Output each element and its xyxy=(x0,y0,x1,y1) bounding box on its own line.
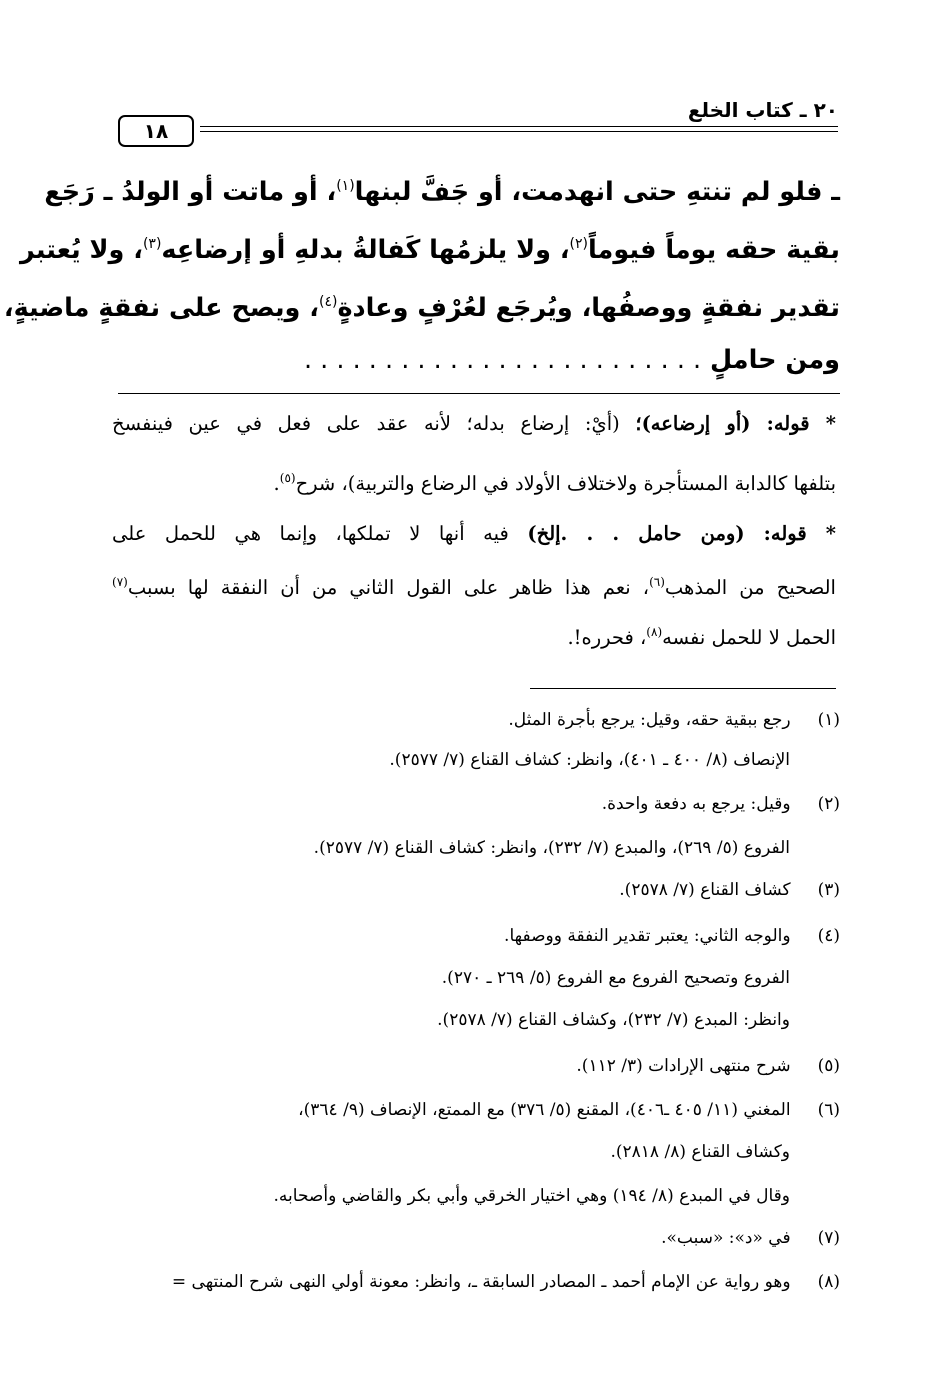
footnote-2: (٢) وقيل: يرجع به دفعة واحدة. xyxy=(100,790,840,818)
footnote-6-line-3: وقال في المبدع (٨/ ١٩٤) وهي اختيار الخرقي وأبي بكر والقاضي وأصحابه. xyxy=(273,1186,790,1206)
commentary-p2-line-2: الصحيح من المذهب$^{(٦)}$، نعم هذا ظاهر على القول الثاني من أن النفقة لها بسبب$^{(٧)}$ xyxy=(112,575,836,599)
footnote-number: (٧) xyxy=(817,1228,840,1248)
footnote-number: (٣) xyxy=(817,880,840,900)
footnote-ref: (٦) xyxy=(649,575,665,589)
footnote-8: (٨) وهو رواية عن الإمام أحمد ـ المصادر السابقة ـ، وانظر: معونة أولي النهى شرح المنتهى = xyxy=(100,1268,840,1296)
footnote-2-line-2: الفروع (٥/ ٢٦٩)، والمبدع (٧/ ٢٣٢)، وانظر: كشاف القناع (٧/ ٢٥٧٧). xyxy=(313,838,790,858)
main-text-line-3: تقدير نفقةٍ ووصفُها، ويُرجَع لعُرْفٍ وعادةٍ$^{(٤)}$، ويصح على نفقةٍ ماضيةٍ، xyxy=(3,293,840,323)
footnote-number: (٦) xyxy=(817,1100,840,1120)
footnote-3: (٣) كشاف القناع (٧/ ٢٥٧٨). xyxy=(100,876,840,904)
footnote-5: (٥) شرح منتهى الإرادات (٣/ ١١٢). xyxy=(100,1052,840,1080)
footnote-number: (٢) xyxy=(817,794,840,814)
footnote-separator-rule xyxy=(530,688,836,689)
footnote-4-line-3: وانظر: المبدع (٧/ ٢٣٢)، وكشاف القناع (٧/ ٢٥٧٨). xyxy=(437,1010,790,1030)
footnote-number: (٥) xyxy=(817,1056,840,1076)
footnote-1: (١) رجع ببقية حقه، وقيل: يرجع بأجرة المثل. xyxy=(100,706,840,734)
footnote-ref: (٨) xyxy=(646,625,663,639)
footnote-number: (٨) xyxy=(817,1272,840,1292)
footnote-ref: (٤) xyxy=(318,294,338,310)
footnote-6: (٦) المغني (١١/ ٤٠٥ ـ٤٠٦)، المقنع (٥/ ٣٧٦) مع الممتع، الإنصاف (٩/ ٣٦٤)، xyxy=(100,1096,840,1124)
footnote-ref: (١) xyxy=(336,178,355,194)
main-text-line-2: بقية حقه يوماً فيوماً$^{(٢)}$، ولا يلزمُها كَفالةُ بدلهِ أو إرضاعِه$^{(٣)}$، ولا يُعتبر xyxy=(20,235,840,265)
footnote-1-line-2: الإنصاف (٨/ ٤٠٠ ـ ٤٠١)، وانظر: كشاف القناع (٧/ ٢٥٧٧). xyxy=(389,750,790,770)
footnote-number: (١) xyxy=(817,710,840,730)
header-rule-bottom xyxy=(200,131,838,132)
page-number-box xyxy=(118,115,194,147)
main-text-line-1: ـ فلو لم تنتهِ حتى انهدمت، أو جَفَّ لبنها$^{(١)}$، أو ماتت أو الولدُ ـ رَجَع xyxy=(44,177,840,207)
footnote-number: (٤) xyxy=(817,926,840,946)
running-header-title: ٢٠ ـ كتاب الخلع xyxy=(687,98,838,122)
commentary-p2-line-3: الحمل لا للحمل نفسه$^{(٨)}$، فحرره!. xyxy=(567,625,836,649)
footnote-ref: (٢) xyxy=(569,236,588,252)
footnote-4: (٤) والوجه الثاني: يعتبر تقدير النفقة ووصفها. xyxy=(100,922,840,950)
footnote-7: (٧) في «د»: «سبب». xyxy=(100,1224,840,1252)
commentary-p1-line-1: * قوله: (أو إرضاعه)؛ (أيْ: إرضاع بدله؛ لأنه عقد على فعل في عين فينفسخ xyxy=(112,412,836,435)
header-rule-top xyxy=(200,126,838,127)
footnote-ref: (٣) xyxy=(142,236,162,252)
ellipsis-dots: . . . . . . . . . . . . . . . . . . . . . . . . . xyxy=(303,345,702,375)
footnote-6-line-2: وكشاف القناع (٨/ ٢٨١٨). xyxy=(610,1142,790,1162)
commentary-p2-line-1: * قوله: (ومن حامل . . .إلخ) فيه أنها لا تملكها، وإنما هي للحمل على xyxy=(112,522,836,545)
page-number: ١٨ xyxy=(143,119,169,143)
footnote-ref: (٥) xyxy=(279,471,296,485)
footnote-4-line-2: الفروع وتصحيح الفروع مع الفروع (٥/ ٢٦٩ ـ ٢٧٠). xyxy=(441,968,790,988)
main-separator-rule xyxy=(118,393,840,394)
footnote-ref: (٧) xyxy=(112,575,128,589)
main-text-line-4: ومن حاملٍ . . . . . . . . . . . . . . . . . . . . . . . . . xyxy=(303,345,840,375)
commentary-p1-line-2: بتلفها كالدابة المستأجرة ولاختلاف الأولاد في الرضاع والتربية)، شرح$^{(٥)}$. xyxy=(273,471,836,495)
